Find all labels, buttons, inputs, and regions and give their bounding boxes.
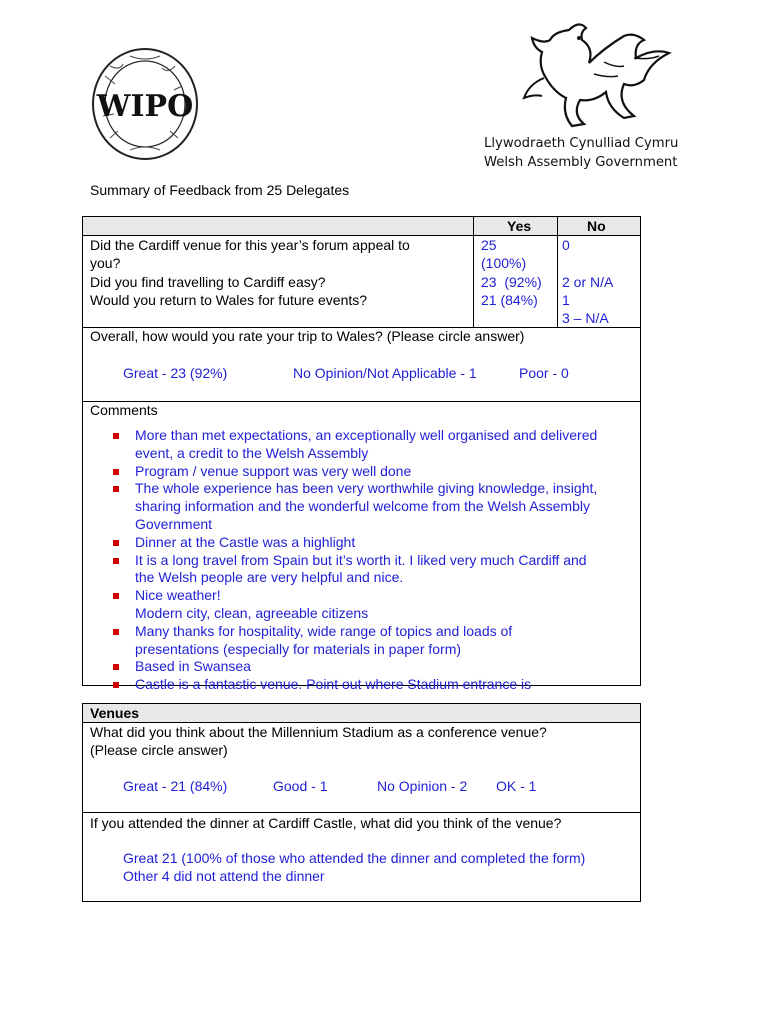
comment-item: Based in Swansea [135, 658, 634, 676]
castle-question: If you attended the dinner at Cardiff Castle, what did you think of the venue? [90, 815, 562, 831]
feedback-table [82, 216, 641, 693]
summary-title: Summary of Feedback from 25 Delegates [90, 182, 350, 198]
answer-no-return-wales: 1 3 – N/A [562, 292, 609, 326]
stadium-question: What did you think about the Millennium Stadium as a conference venue? (Please circle answer) [90, 724, 547, 758]
overall-answer-great: Great - 23 (92%) [123, 365, 228, 381]
answer-no-travel-easy: 2 or N/A [562, 274, 614, 290]
comment-item: Nice weather! Modern city, clean, agreeable citizens [135, 587, 634, 623]
wag-welsh-name: Llywodraeth Cynulliad Cymru [484, 136, 679, 151]
venues-heading: Venues [90, 705, 140, 721]
comment-item: The whole experience has been very worthwhile giving knowledge, insight, sharing information and the wonderful welcome from the Welsh Assembly Government [135, 480, 634, 533]
wipo-logo-text: WIPO [96, 89, 194, 124]
col-yes-header: Yes [507, 218, 532, 234]
stadium-answer-no-opinion: No Opinion - 2 [377, 778, 468, 794]
castle-answer-great: Great 21 (100% of those who attended the dinner and completed the form) [123, 850, 586, 866]
answer-yes-return-wales: 21 (84%) [481, 292, 538, 308]
overall-answer-no-opinion: No Opinion/Not Applicable - 1 [293, 365, 477, 381]
welsh-assembly-government-logo [484, 18, 679, 176]
question-venue-appeal: Did the Cardiff venue for this year’s forum appeal to you? [90, 237, 410, 271]
answer-yes-venue-appeal: 25 (100%) [481, 237, 527, 271]
castle-answer-other: Other 4 did not attend the dinner [123, 868, 325, 884]
answer-yes-travel-easy: 23 (92%) [481, 274, 542, 290]
venues-header-band [83, 704, 640, 723]
comments-list [135, 427, 634, 694]
question-travel-easy: Did you find travelling to Cardiff easy? [90, 274, 326, 290]
question-return-wales: Would you return to Wales for future events? [90, 292, 368, 308]
comment-item: Many thanks for hospitality, wide range of topics and loads of presentations (especially for materials in paper form) [135, 623, 634, 659]
overall-answer-poor: Poor - 0 [519, 365, 569, 381]
overall-question: Overall, how would you rate your trip to Wales? (Please circle answer) [90, 328, 525, 344]
wipo-logo [90, 46, 200, 162]
col-no-header: No [587, 218, 606, 234]
stadium-answer-good: Good - 1 [273, 778, 328, 794]
comments-label: Comments [90, 402, 158, 418]
wag-english-name: Welsh Assembly Government [484, 155, 678, 170]
venues-table [82, 703, 641, 902]
stadium-answer-great: Great - 21 (84%) [123, 778, 228, 794]
comment-item: Program / venue support was very well done [135, 463, 634, 481]
answer-no-venue-appeal: 0 [562, 237, 570, 253]
comment-item: Castle is a fantastic venue. Point out where Stadium entrance is [135, 676, 634, 694]
comment-item: It is a long travel from Spain but it’s worth it. I liked very much Cardiff and the Welsh people are very helpful and nice. [135, 552, 634, 588]
stadium-answer-ok: OK - 1 [496, 778, 537, 794]
comment-item: Dinner at the Castle was a highlight [135, 534, 634, 552]
comment-item: More than met expectations, an exceptionally well organised and delivered event, a credit to the Welsh Assembly [135, 427, 634, 463]
